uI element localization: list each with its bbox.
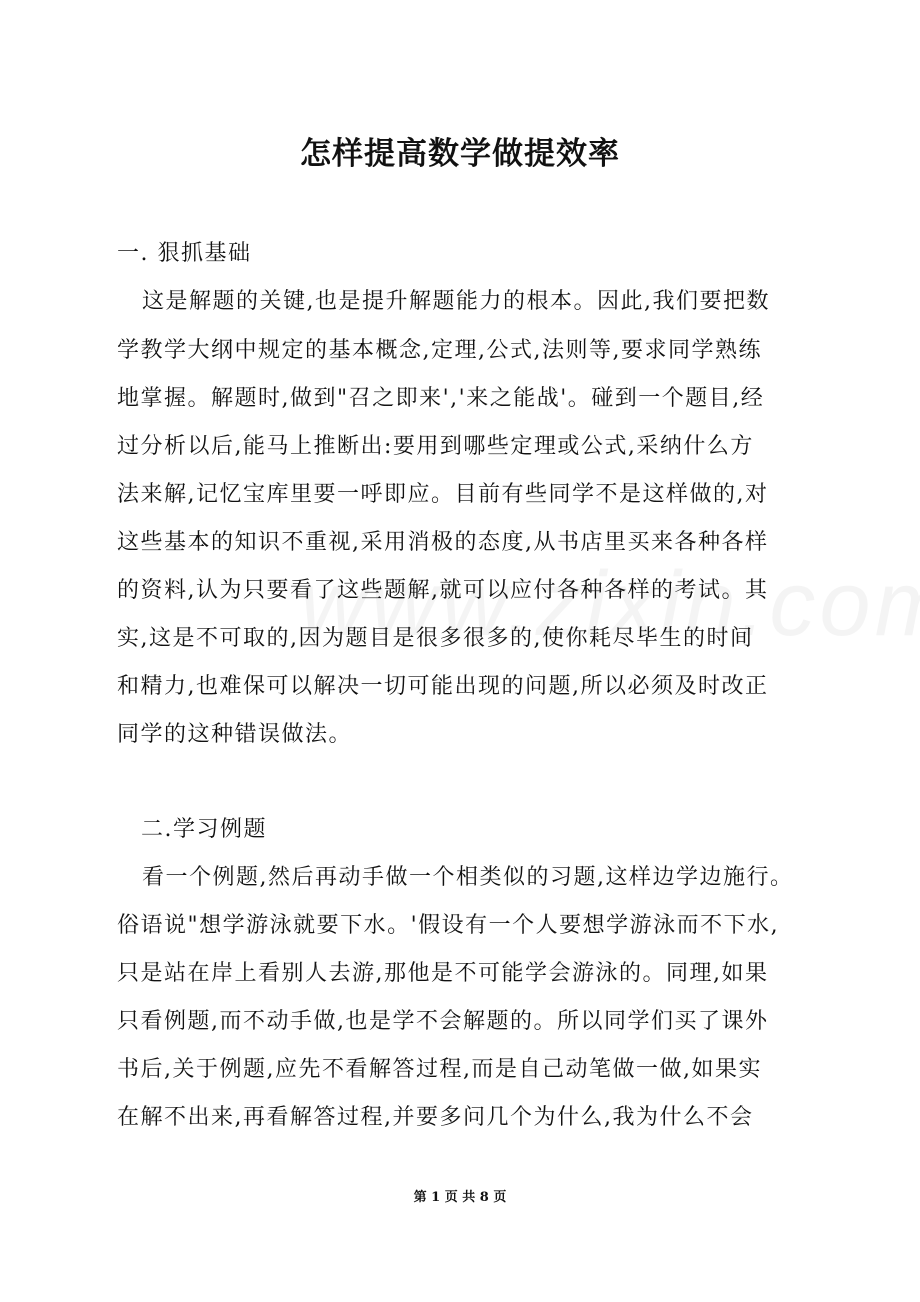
page-title: 怎样提高数学做提效率 xyxy=(300,136,620,172)
paragraph-line: 的资料,认为只要看了这些题解,就可以应付各种各样的考试。其 xyxy=(117,578,769,603)
paragraph-line: 同学的这种错误做法。 xyxy=(117,722,353,747)
paragraph-line: 实,这是不可取的,因为题目是很多很多的,使你耗尽毕生的时间 xyxy=(117,626,754,651)
paragraph-line: 俗语说"想学游泳就要下水。'假设有一个人要想学游泳而不下水, xyxy=(117,913,780,938)
section-heading-1: 一. 狠抓基础 xyxy=(117,241,252,266)
paragraph-line: 过分析以后,能马上推断出:要用到哪些定理或公式,采纳什么方 xyxy=(117,434,754,459)
paragraph-line: 看一个例题,然后再动手做一个相类似的习题,这样边学边施行。 xyxy=(142,865,794,890)
paragraph-line: 学教学大纲中规定的基本概念,定理,公式,法则等,要求同学熟练 xyxy=(117,338,762,363)
paragraph-line: 和精力,也难保可以解决一切可能出现的问题,所以必须及时改正 xyxy=(117,674,769,699)
paragraph-line: 这些基本的知识不重视,采用消极的态度,从书店里买来各种各样 xyxy=(117,530,769,555)
paragraph-line: 这是解题的关键,也是提升解题能力的根本。因此,我们要把数 xyxy=(142,289,770,314)
paragraph-line: 地掌握。解题时,做到"召之即来','来之能战'。碰到一个题目,经 xyxy=(117,386,765,411)
paragraph-line: 在解不出来,再看解答过程,并要多问几个为什么,我为什么不会 xyxy=(117,1105,754,1130)
section-heading-2: 二.学习例题 xyxy=(141,817,267,842)
paragraph-line: 法来解,记忆宝库里要一呼即应。目前有些同学不是这样做的,对 xyxy=(117,482,769,507)
paragraph-line: 只是站在岸上看别人去游,那他是不可能学会游泳的。同理,如果 xyxy=(117,961,769,986)
paragraph-line: 只看例题,而不动手做,也是学不会解题的。所以同学们买了课外 xyxy=(117,1009,769,1034)
page-footer: 第 1 页 共 8 页 xyxy=(413,1190,507,1205)
paragraph-line: 书后,关于例题,应先不看解答过程,而是自己动笔做一做,如果实 xyxy=(117,1057,762,1082)
